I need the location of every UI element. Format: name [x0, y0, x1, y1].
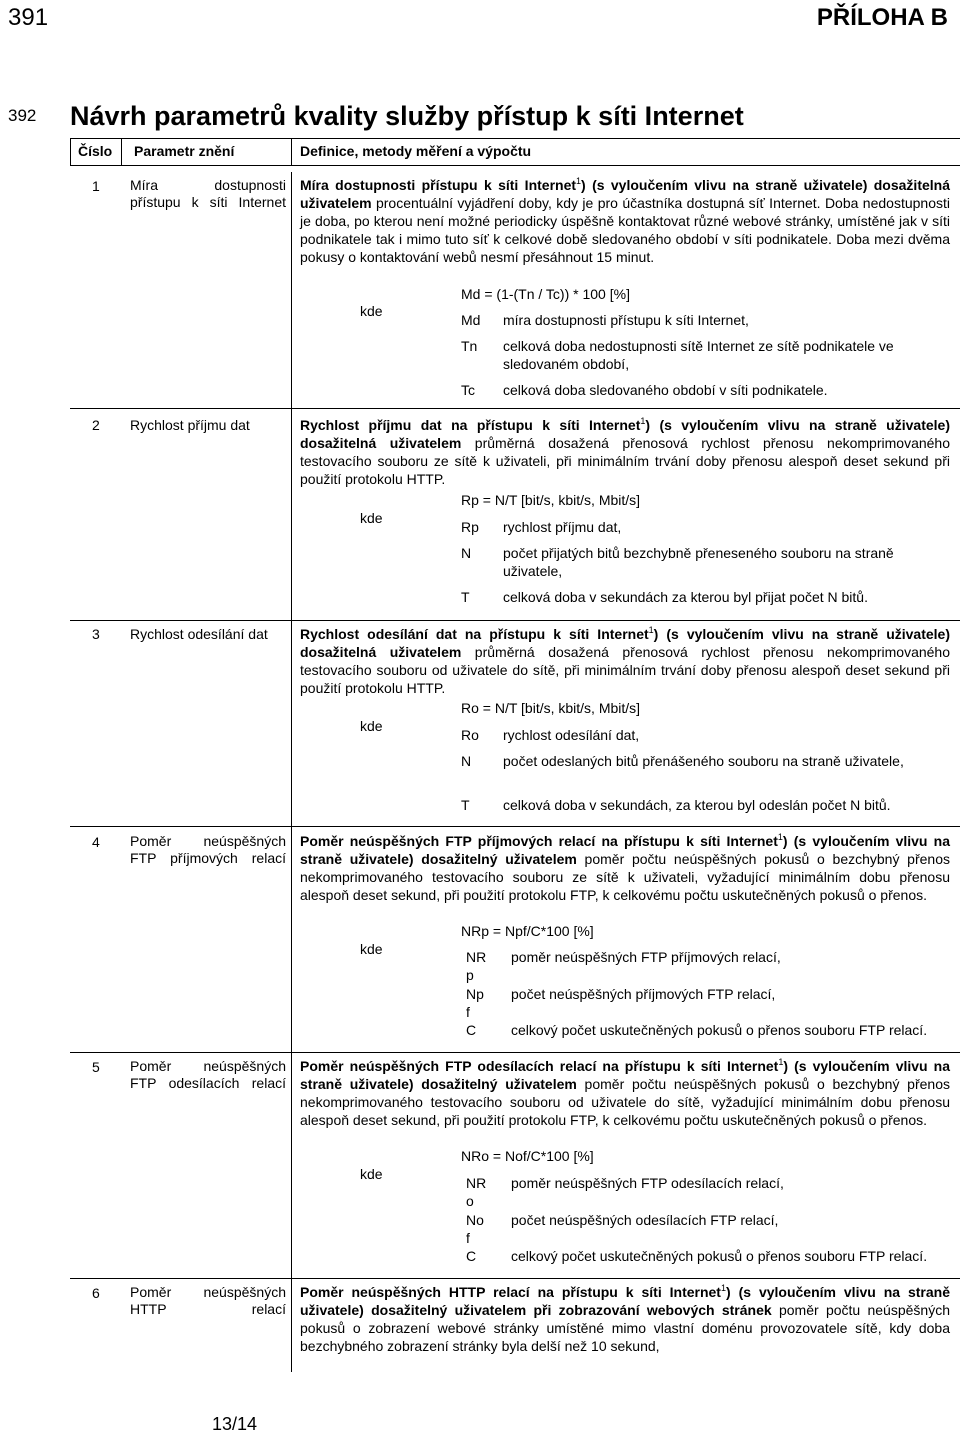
- footnote-ref: 1: [576, 176, 582, 186]
- where-label: kde: [360, 941, 383, 957]
- row-number: 2: [92, 417, 100, 433]
- definition-bold-cont: ) (s vyloučením vlivu na straně uživatele) dosažitelná uživatelem: [300, 626, 951, 660]
- formula: Md = (1-(Tn / Tc)) * 100 [%]: [461, 286, 630, 302]
- variable-description: rychlost příjmu dat,: [503, 519, 622, 535]
- variable-symbol: Rp: [461, 519, 479, 535]
- definition-bold: Poměr neúspěšných FTP odesílacích relací na přístupu k síti Internet: [300, 1058, 779, 1074]
- variable-symbol: Tn: [461, 338, 478, 354]
- row-separator: [70, 1278, 960, 1279]
- definition-bold-cont: ) (s vyloučením vlivu na straně uživatele) dosažitelná uživatelem: [300, 417, 950, 451]
- variable-description: celková doba nedostupnosti sítě Internet ze sítě podnikatele ve sledovaném období,: [503, 338, 894, 372]
- annex-label: PŘÍLOHA B: [816, 4, 948, 31]
- variable-description: celková doba v sekundách za kterou byl přijat počet N bitů.: [503, 589, 868, 605]
- header-col-parameter: Parametr znění: [134, 143, 235, 159]
- variable-description: celkový počet uskutečněných pokusů o přenos souboru FTP relací.: [511, 1022, 928, 1038]
- variable-description: počet neúspěšných příjmových FTP relací,: [511, 986, 776, 1002]
- definition-text: poměr počtu neúspěšných pokusů o zobrazení webové stránky umístěné mimo vlastní doménu provozovatele sítě, kdy doba bezchybného zobrazení stránky byla delší než 10 sekund,: [300, 1302, 950, 1354]
- row-number: 1: [92, 178, 100, 194]
- variable-symbol: NR o: [466, 1175, 487, 1209]
- where-label: kde: [360, 1166, 383, 1182]
- row-parameter: Rychlost odesílání dat: [130, 626, 268, 642]
- variable-description: míra dostupnosti přístupu k síti Internet,: [503, 312, 749, 328]
- definition-bold: Poměr neúspěšných FTP příjmových relací na přístupu k síti Internet: [300, 833, 778, 849]
- variable-symbol: Np f: [466, 986, 484, 1020]
- page-number: 391: [8, 4, 49, 31]
- variable-symbol: N: [461, 545, 472, 561]
- row-definition: [300, 1057, 950, 1129]
- where-label: kde: [360, 303, 383, 319]
- definition-bold-cont: ) (s vyloučením vlivu na straně uživatele) dosažitelný uživatelem: [300, 1058, 950, 1092]
- row-parameter: Míra dostupnosti přístupu k síti Internet: [130, 177, 286, 210]
- variable-description: počet odeslaných bitů přenášeného souboru na straně uživatele,: [503, 753, 904, 769]
- formula: Rp = N/T [bit/s, kbit/s, Mbit/s]: [461, 492, 641, 508]
- variable-symbol: No f: [466, 1212, 484, 1246]
- row-parameter: Poměr neúspěšných HTTP relací: [130, 1284, 286, 1317]
- footnote-ref: 1: [778, 1057, 784, 1067]
- formula: NRo = Nof/C*100 [%]: [461, 1148, 594, 1164]
- footnote-ref: 1: [777, 832, 783, 842]
- definition-text: průměrná dosažená přenosová rychlost přenosu nekomprimovaného testovacího souboru od uživatele do sítě, při minimálním trvání doby přenosu alespoň deset sekund při použití protokolu HTTP.: [300, 644, 950, 696]
- page-footer: 13/14: [212, 1414, 258, 1434]
- definition-bold-cont: ) (s vyloučením vlivu na straně uživatele) dosažitelný uživatelem při zobrazování webových stránek: [300, 1284, 950, 1318]
- row-separator: [70, 1052, 960, 1053]
- row-parameter: Rychlost příjmu dat: [130, 417, 250, 433]
- row-definition: [300, 1283, 950, 1355]
- table-rule: [121, 138, 122, 166]
- definition-bold: Poměr neúspěšných HTTP relací na přístupu k síti Internet: [300, 1284, 721, 1300]
- row-separator: [70, 826, 960, 827]
- footnote-ref: 1: [720, 1283, 726, 1293]
- row-number: 5: [92, 1059, 100, 1075]
- row-parameter: Poměr neúspěšných FTP odesílacích relací: [130, 1058, 286, 1091]
- where-label: kde: [360, 718, 383, 734]
- variable-description: rychlost odesílání dat,: [503, 727, 640, 743]
- definition-text: průměrná dosažená přenosová rychlost přenosu nekomprimovaného testovacího souboru ze sítě k uživateli, při minimálním trvání doby přenosu alespoň deset sekund při použití protokolu HTTP.: [300, 435, 950, 487]
- variable-symbol: NR p: [466, 949, 487, 983]
- table-rule: [291, 172, 292, 1372]
- formula: NRp = Npf/C*100 [%]: [461, 923, 594, 939]
- header-col-definition: Definice, metody měření a výpočtu: [300, 143, 532, 159]
- definition-bold: Míra dostupnosti přístupu k síti Internet: [300, 177, 577, 193]
- definition-text: poměr počtu neúspěšných pokusů o bezchybný přenos nekomprimovaného testovacího souboru ze sítě k uživateli, vyžadující minimálním dobu přenosu alespoň deset sekund, při použití protokolu FTP, k celkovému počtu uskutečněných pokusů o přenos.: [300, 851, 950, 903]
- variable-symbol: C: [466, 1248, 477, 1264]
- variable-description: celkový počet uskutečněných pokusů o přenos souboru FTP relací.: [511, 1248, 928, 1264]
- table-header: [70, 138, 960, 166]
- variable-description: počet přijatých bitů bezchybně přeneseného souboru na straně uživatele,: [503, 545, 894, 579]
- row-number: 3: [92, 626, 100, 642]
- formula: Ro = N/T [bit/s, kbit/s, Mbit/s]: [461, 700, 641, 716]
- variable-symbol: T: [461, 589, 470, 605]
- row-number: 4: [92, 834, 100, 850]
- row-definition: [300, 416, 950, 488]
- footnote-ref: 1: [640, 416, 646, 426]
- definition-bold-cont: ) (s vyloučením vlivu na straně uživatele) dosažitelný uživatelem: [300, 833, 951, 867]
- variable-description: počet neúspěšných odesílacích FTP relací,: [511, 1212, 779, 1228]
- variable-description: poměr neúspěšných FTP příjmových relací,: [511, 949, 781, 965]
- variable-symbol: Ro: [461, 727, 479, 743]
- variable-symbol: C: [466, 1022, 477, 1038]
- row-number: 6: [92, 1285, 100, 1301]
- row-separator: [70, 620, 960, 621]
- definition-text: procentuální vyjádření doby, kdy je pro účastníka dostupná síť Internet. Doba nedostupnosti je doba, po kterou není možné periodicky úspěšně kontaktovat různé webové stránky, umístěné jak v síti podnikatele tak i mimo tuto síť k celkové době sledovaného období v síti podnikatele. Doba mezi dvěma pokusy o kontaktování webů nesmí přesáhnout 15 minut.: [300, 195, 950, 265]
- where-label: kde: [360, 510, 383, 526]
- section-number: 392: [8, 106, 37, 125]
- variable-symbol: T: [461, 797, 470, 813]
- definition-bold: Rychlost odesílání dat na přístupu k síti Internet: [300, 626, 649, 642]
- row-definition: [300, 176, 950, 266]
- row-definition: [300, 832, 950, 904]
- variable-description: celková doba v sekundách, za kterou byl odeslán počet N bitů.: [503, 797, 891, 813]
- page-title: Návrh parametrů kvality služby přístup k síti Internet: [70, 101, 744, 131]
- header-col-number: Číslo: [78, 143, 113, 159]
- footnote-ref: 1: [648, 625, 654, 635]
- definition-bold-cont: ) (s vyloučením vlivu na straně uživatele) dosažitelná uživatelem: [300, 177, 950, 211]
- variable-symbol: Tc: [461, 382, 475, 398]
- row-separator: [70, 408, 960, 409]
- variable-symbol: N: [461, 753, 472, 769]
- variable-description: poměr neúspěšných FTP odesílacích relací,: [511, 1175, 784, 1191]
- variable-symbol: Md: [461, 312, 481, 328]
- table-rule: [70, 138, 71, 166]
- row-parameter: Poměr neúspěšných FTP příjmových relací: [130, 833, 286, 866]
- variable-description: celková doba sledovaného období v síti podnikatele.: [503, 382, 828, 398]
- table-rule: [291, 138, 292, 166]
- row-definition: [300, 625, 950, 697]
- definition-text: poměr počtu neúspěšných pokusů o bezchybný přenos nekomprimovaného testovacího souboru od uživatele do sítě, vyžadující minimálním dobu přenosu alespoň deset sekund, při použití protokolu FTP, k celkovému počtu uskutečněných pokusů o přenos.: [300, 1076, 950, 1128]
- definition-bold: Rychlost příjmu dat na přístupu k síti Internet: [300, 417, 641, 433]
